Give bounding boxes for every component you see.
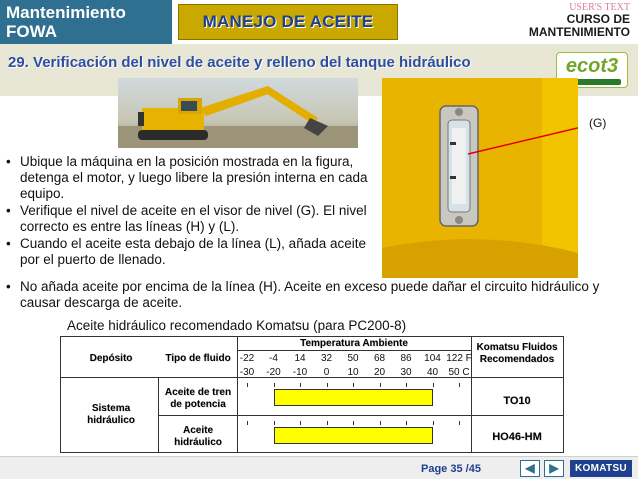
fluid-row-1: Aceite de tren de potencia [164, 387, 232, 410]
brand-line-2: FOWA [6, 22, 57, 41]
scale-tick [300, 421, 301, 425]
temp-f-label: -22 [239, 353, 255, 364]
sight-gauge-illustration [382, 78, 578, 278]
header-recommended: Komatsu Fluidos Recomendados [476, 342, 558, 365]
gauge-label-g: (G) [589, 116, 607, 130]
footer [0, 456, 638, 479]
slide-title: MANEJO DE ACEITE [202, 12, 374, 31]
temperature-range-bar [274, 427, 433, 444]
scale-tick [380, 421, 381, 425]
scale-tick [274, 421, 275, 425]
bullet-1: • Ubique la máquina en la posición mostrada en la figura, detenga el motor, y luego libere la presión interna en cada equipo. [6, 154, 378, 202]
scale-tick [459, 383, 460, 387]
scale-tick [247, 383, 248, 387]
temp-c-label: 40 [426, 367, 439, 378]
scale-tick [353, 383, 354, 387]
scale-tick [300, 383, 301, 387]
header-temperature: Temperatura Ambiente [300, 338, 408, 349]
temp-c-label: 0 [323, 367, 330, 378]
table-caption: Aceite hidráulico recomendado Komatsu (para PC200-8) [67, 318, 407, 333]
scale-tick [459, 421, 460, 425]
temp-f-label: 14 [294, 353, 306, 364]
oil-recommendation-table [60, 336, 564, 453]
temp-c-label: -20 [266, 367, 281, 378]
komatsu-logo: KOMATSU [570, 460, 632, 477]
scale-tick [406, 421, 407, 425]
course-line-2: MANTENIMIENTO [528, 25, 630, 39]
temp-f-label: -4 [269, 353, 278, 364]
scale-tick [353, 421, 354, 425]
scale-tick [327, 421, 328, 425]
header [0, 0, 638, 44]
temp-c-label: 10 [347, 367, 359, 378]
scale-tick [433, 421, 434, 425]
temp-f-label: 104 [424, 353, 441, 364]
temp-c-label: 50 C [448, 367, 470, 378]
header-fluid-type: Tipo de fluido [165, 353, 231, 364]
course-label [529, 2, 630, 39]
temp-c-label: -30 [239, 367, 255, 378]
page-number: Page 35 /45 [421, 463, 481, 475]
instruction-list [6, 154, 378, 269]
warning-text: • No añada aceite por encima de la línea (H). Aceite en exceso puede dañar el circuito hidráulico y causar descarga de aceite. [6, 279, 632, 311]
scale-tick [247, 421, 248, 425]
temp-f-label: 86 [400, 353, 412, 364]
next-page-button[interactable]: ▶ [544, 460, 564, 477]
fluid-row-2: Aceite hidráulico [174, 425, 222, 448]
recommended-row-1: TO10 [503, 395, 531, 407]
temperature-range-bar [274, 389, 433, 406]
title-box [178, 4, 398, 40]
temp-c-label: -10 [292, 367, 308, 378]
recommended-row-2: HO46-HM [492, 431, 542, 443]
brand-line-1: Mantenimiento [6, 3, 126, 22]
system-label: Sistema hidráulico [87, 403, 135, 426]
scale-tick [380, 383, 381, 387]
excavator-photo [118, 78, 358, 148]
bullet-3: • Cuando el aceite esta debajo de la línea (L), añada aceite por el puerto de llenado. [6, 236, 378, 268]
temp-f-label: 50 [347, 353, 359, 364]
course-line-1: CURSO DE [566, 12, 630, 26]
scale-tick [274, 383, 275, 387]
prev-page-button[interactable]: ◀ [520, 460, 540, 477]
excavator-illustration [118, 78, 358, 148]
ecot3-logo-text: ecot3 [565, 55, 619, 77]
bullet-2: • Verifique el nivel de aceite en el visor de nivel (G). El nivel correcto es entre las líneas (H) y (L). [6, 203, 378, 235]
temp-c-label: 30 [400, 367, 412, 378]
section-title: 29. Verificación del nivel de aceite y relleno del tanque hidráulico [8, 54, 471, 71]
temp-c-label: 20 [373, 367, 386, 378]
table-row-divider [158, 415, 563, 416]
tank-photo [382, 78, 578, 278]
user-text: USER'S TEXT [569, 2, 630, 13]
temp-header-divider [237, 350, 471, 351]
warning-note [6, 279, 632, 311]
scale-tick [327, 383, 328, 387]
brand-block [0, 0, 172, 44]
temp-f-label: 68 [373, 353, 386, 364]
header-deposit: Depósito [89, 353, 133, 364]
temp-f-label: 32 [320, 353, 333, 364]
temp-f-label: 122 F [446, 353, 472, 364]
scale-tick [406, 383, 407, 387]
scale-tick [433, 383, 434, 387]
